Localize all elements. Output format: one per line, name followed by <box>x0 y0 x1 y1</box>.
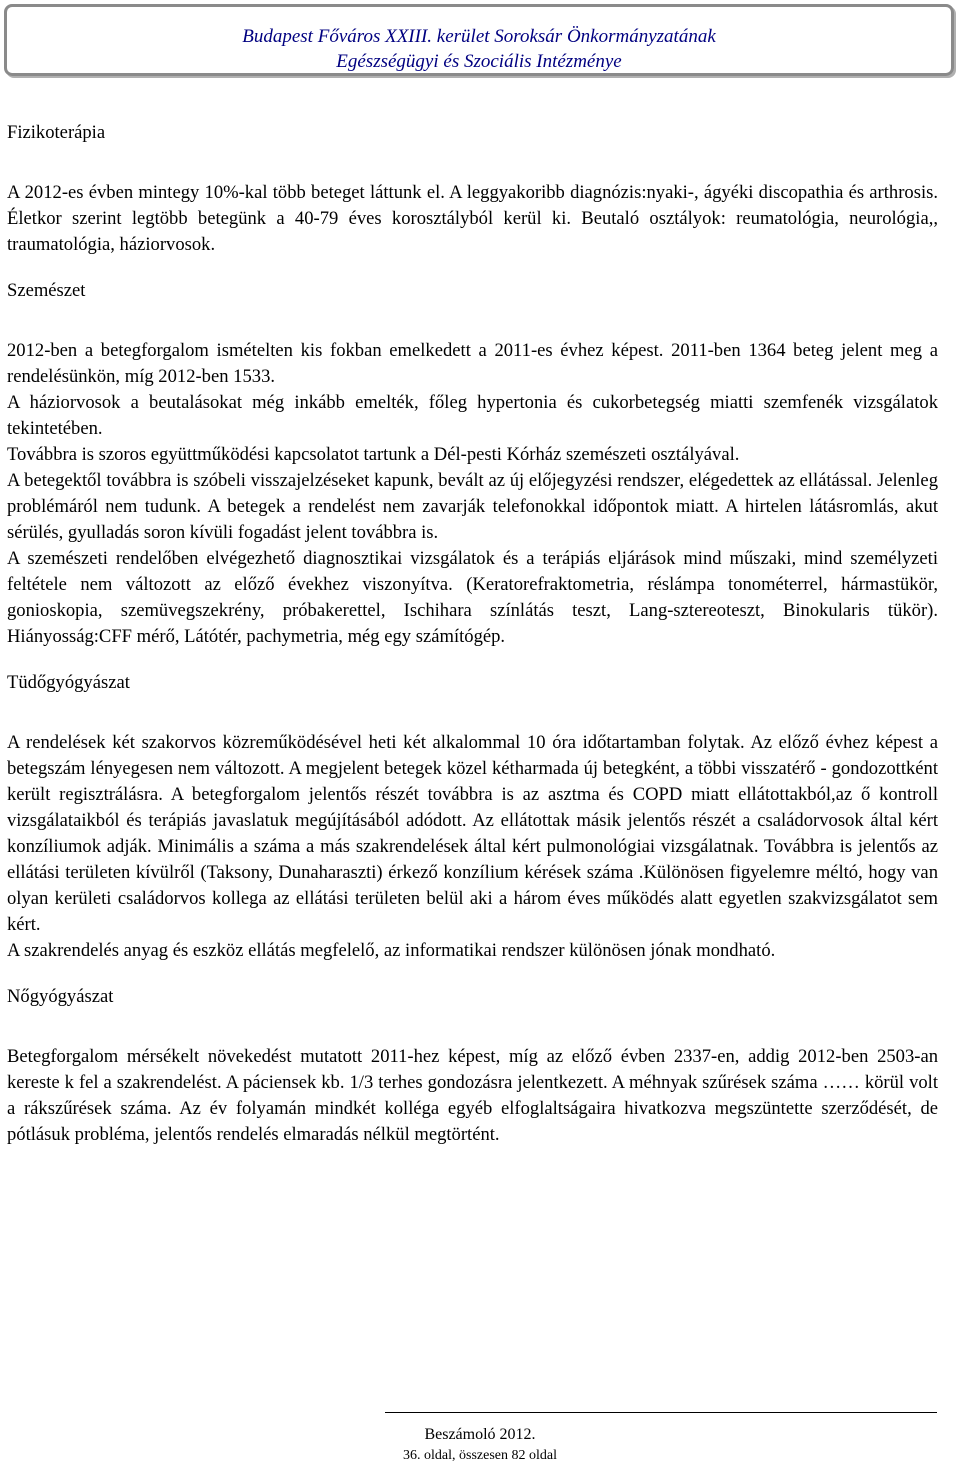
paragraph: A betegektől továbbra is szóbeli visszajelzéseket kapunk, bevált az új előjegyzési rendszer, elégedettek az ellátással. Jelenleg problémáról nem tudunk. A betegek a rendelést nem zavarják telefonokkal időpontok miatt. A hirtelen látásromlás, akut sérülés, gyulladás soron kívüli fogadást jelent továbbra is. <box>7 470 938 543</box>
section-title-tudogyogyaszat: Tüdőgyógyászat <box>7 672 130 693</box>
footer-title: Beszámoló 2012. <box>424 1426 536 1443</box>
footer-divider <box>385 1412 937 1413</box>
paragraph: Továbbra is szoros együttműködési kapcsolatot tartunk a Dél-pesti Kórház szemészeti osztályával. <box>7 444 740 465</box>
institution-header <box>4 4 954 76</box>
paragraph: 2012-ben a betegforgalom ismételten kis fokban emelkedett a 2011-es évhez képest. 2011-ben 1364 beteg jelent meg a rendelésünkön, míg 2012-ben 1533. <box>7 340 938 387</box>
paragraph: Betegforgalom mérsékelt növekedést mutatott 2011-hez képest, míg az előző évben 2337-en, addig 2012-ben 2503-an kereste k fel a szakrendelést. A páciensek kb. 1/3 terhes gondozásra jelentkezett. A méhnyak szűrések száma …… körül volt a rákszűrések száma. Az év folyamán mindkét kolléga egyéb elfoglaltságaira hivatkozva megszüntette szerződését, de pótlásuk probléma, jelentős rendelés elmaradás nélkül megtörtént. <box>7 1046 938 1145</box>
paragraph: A rendelések két szakorvos közreműködésével heti két alkalommal 10 óra időtartamban folytak. Az előző évhez képest a betegszám lényegesen nem változott. A megjelent betegek közel kétharmada új betegként, a többi visszatérő - gondozottként került regisztrálásra. A betegforgalom jelentős részét továbbra is az asztma és COPD miatt ellátottakból,az ő kontroll vizsgálataikból és terápiás javaslatuk megújításából adódott. Az ellátottak másik jelentős részét a családorvosok által kért konzíliumok adják. Minimális a száma a más szakrendelések által kért pulmonológiai vizsgálatnak. Továbbra is jelentős az ellátási területen kívülről (Taksony, Dunaharaszti) érkező konzílium kérések száma .Különösen figyelemre méltó, hogy van olyan kerületi családorvos kollega az ellátási területen belül aki a három éves működés alatt egyetlen szakvizsgálatot sem kért. <box>7 732 938 935</box>
page-number: 36. oldal, összesen 82 oldal <box>403 1448 557 1463</box>
section-title-nogyogyaszat: Nőgyógyászat <box>7 986 114 1007</box>
paragraph: A szemészeti rendelőben elvégezhető diagnosztikai vizsgálatok és a terápiás eljárások mind műszaki, mind személyzeti feltétele nem változott az előző évekhez viszonyítva. (Keratorefraktometria, réslámpa tonométerrel, hármastükör, gonioskopia, szemüvegszekrény, próbakerettel, Ischihara színlátás teszt, Lang-sztereoteszt, Binokularis tükör). Hiányosság:CFF mérő, Látótér, pachymetria, még egy számítógép. <box>7 548 938 647</box>
header-line-2: Egészségügyi és Szociális Intézménye <box>336 51 622 72</box>
document-body <box>7 120 938 1148</box>
section-title-fizikoterapia: Fizikoterápia <box>7 122 106 143</box>
section-title-szemeszet: Szemészet <box>7 280 86 301</box>
paragraph: A szakrendelés anyag és eszköz ellátás megfelelő, az informatikai rendszer különösen jónak mondható. <box>7 940 776 961</box>
paragraph: A háziorvosok a beutalásokat még inkább emelték, főleg hypertonia és cukorbetegség miatti szemfenék vizsgálatok tekintetében. <box>7 392 938 439</box>
paragraph: A 2012-es évben mintegy 10%-kal több beteget láttunk el. A leggyakoribb diagnózis:nyaki-, ágyéki discopathia és arthrosis. Életkor szerint legtöbb betegünk a 40-79 éves korosztályból kerül ki. Beutaló osztályok: reumatológia, neurológia,, traumatológia, háziorvosok. <box>7 182 938 255</box>
header-line-1: Budapest Főváros XXIII. kerület Soroksár Önkormányzatának <box>242 26 716 47</box>
